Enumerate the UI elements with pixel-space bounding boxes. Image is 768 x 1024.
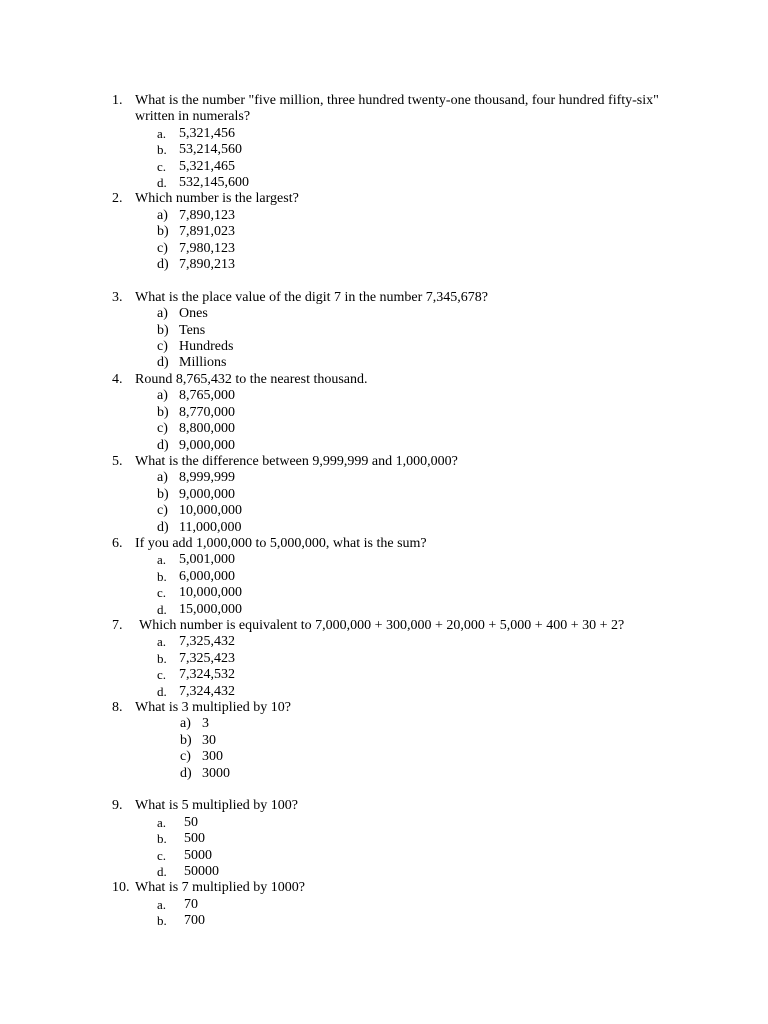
option-text: 9,000,000 <box>179 437 235 453</box>
question-9 <box>112 798 672 880</box>
answer-option <box>157 864 672 880</box>
answer-option <box>157 667 672 683</box>
option-letter: d. <box>157 864 167 880</box>
answer-options <box>112 306 672 372</box>
option-text: 7,890,123 <box>179 207 235 223</box>
question-3 <box>112 290 672 372</box>
answer-option <box>157 684 672 700</box>
option-letter: d) <box>157 355 169 371</box>
option-letter: c) <box>157 503 168 519</box>
answer-option <box>157 569 672 585</box>
question-text: What is the difference between 9,999,999 and 1,000,000? <box>135 453 458 469</box>
option-text: 5000 <box>184 847 212 863</box>
option-letter: c) <box>157 240 168 256</box>
answer-option <box>157 257 672 273</box>
answer-option <box>157 602 672 618</box>
option-text: 15,000,000 <box>179 601 242 617</box>
question-text: What is the place value of the digit 7 in the number 7,345,678? <box>135 289 489 305</box>
answer-option <box>157 355 672 371</box>
option-text: 7,325,432 <box>179 634 235 650</box>
question-text: What is 3 multiplied by 10? <box>135 700 291 716</box>
answer-option <box>180 716 672 732</box>
option-letter: c) <box>157 339 168 355</box>
option-letter: b. <box>157 568 167 584</box>
option-letter: c) <box>157 421 168 437</box>
answer-option <box>180 749 672 765</box>
answer-options <box>112 815 672 881</box>
option-text: 9,000,000 <box>179 486 235 502</box>
question-4 <box>112 372 672 454</box>
option-text: 5,321,465 <box>179 158 235 174</box>
question-8 <box>112 700 672 782</box>
question-number: 1. <box>112 93 123 108</box>
option-letter: d) <box>180 765 192 781</box>
answer-option <box>157 323 672 339</box>
answer-option <box>157 306 672 322</box>
option-letter: c. <box>157 667 167 683</box>
answer-option <box>157 520 672 536</box>
option-letter: d) <box>157 437 169 453</box>
option-text: 8,770,000 <box>179 404 235 420</box>
option-text: 3000 <box>202 765 230 781</box>
option-letter: a. <box>157 552 167 568</box>
question-5 <box>112 454 672 536</box>
question-1 <box>112 93 672 191</box>
option-text: 50 <box>184 814 198 830</box>
answer-option <box>157 421 672 437</box>
option-text: 53,214,560 <box>179 142 242 158</box>
option-text: 300 <box>202 749 223 765</box>
option-letter: b. <box>157 142 167 158</box>
option-letter: b) <box>157 322 169 338</box>
option-letter: a) <box>180 716 191 732</box>
question-2 <box>112 191 672 273</box>
answer-options <box>112 126 672 192</box>
question-number: 8. <box>112 700 123 716</box>
answer-options <box>112 716 672 782</box>
option-letter: a. <box>157 634 167 650</box>
answer-option <box>157 405 672 421</box>
option-text: 7,890,213 <box>179 257 235 273</box>
option-letter: a. <box>157 896 167 912</box>
option-text: 7,324,532 <box>179 667 235 683</box>
answer-option <box>157 159 672 175</box>
option-letter: b) <box>157 404 169 420</box>
blank-line <box>112 273 672 289</box>
option-letter: d. <box>157 601 167 617</box>
question-number: 10. <box>112 880 130 896</box>
option-text: 10,000,000 <box>179 503 242 519</box>
option-letter: d) <box>157 519 169 535</box>
answer-option <box>157 897 672 913</box>
answer-option <box>157 126 672 142</box>
option-letter: b. <box>157 913 167 929</box>
question-6 <box>112 536 672 618</box>
question-7 <box>112 618 672 700</box>
option-letter: c. <box>157 847 167 863</box>
question-10 <box>112 880 672 929</box>
answer-options <box>112 552 672 618</box>
answer-option <box>157 848 672 864</box>
option-text: Ones <box>179 306 208 322</box>
option-letter: c) <box>180 749 191 765</box>
option-letter: b) <box>157 486 169 502</box>
option-letter: d. <box>157 683 167 699</box>
question-number: 9. <box>112 798 123 814</box>
answer-option <box>157 175 672 191</box>
option-text: 8,765,000 <box>179 388 235 404</box>
answer-option <box>157 388 672 404</box>
question-number: 6. <box>112 535 123 551</box>
question-text: Which number is the largest? <box>135 191 299 207</box>
answer-option <box>157 142 672 158</box>
answer-option <box>157 224 672 240</box>
option-text: 11,000,000 <box>179 519 242 535</box>
option-text: 3 <box>202 716 209 732</box>
answer-option <box>157 815 672 831</box>
option-text: 532,145,600 <box>179 175 249 191</box>
answer-option <box>157 241 672 257</box>
option-text: 10,000,000 <box>179 585 242 601</box>
option-text: 8,800,000 <box>179 421 235 437</box>
answer-option <box>157 208 672 224</box>
answer-option <box>157 487 672 503</box>
answer-option <box>157 470 672 486</box>
answer-option <box>180 766 672 782</box>
question-text: If you add 1,000,000 to 5,000,000, what is the sum? <box>135 535 427 551</box>
option-letter: b) <box>157 224 169 240</box>
option-text: 6,000,000 <box>179 568 235 584</box>
blank-line <box>112 782 672 798</box>
option-text: 7,891,023 <box>179 224 235 240</box>
option-letter: a) <box>157 306 168 322</box>
answer-option <box>157 585 672 601</box>
option-text: Hundreds <box>179 339 234 355</box>
answer-option <box>157 831 672 847</box>
option-text: 7,324,432 <box>179 683 235 699</box>
question-text: What is 5 multiplied by 100? <box>135 798 298 814</box>
answer-option <box>157 634 672 650</box>
question-number: 3. <box>112 289 123 305</box>
answer-option <box>180 733 672 749</box>
option-text: 7,325,423 <box>179 650 235 666</box>
option-text: 50000 <box>184 864 219 880</box>
question-number: 4. <box>112 371 123 387</box>
answer-option <box>157 651 672 667</box>
option-letter: b. <box>157 650 167 666</box>
question-number: 2. <box>112 191 123 207</box>
option-text: 500 <box>184 831 205 847</box>
option-letter: c. <box>157 585 167 601</box>
answer-options <box>112 897 672 930</box>
option-text: 30 <box>202 732 216 748</box>
question-number: 7. <box>112 617 123 633</box>
question-list <box>112 93 672 930</box>
option-letter: b) <box>180 732 192 748</box>
answer-options <box>112 388 672 454</box>
option-text: 70 <box>184 896 198 912</box>
option-text: 5,001,000 <box>179 552 235 568</box>
answer-options <box>112 634 672 700</box>
option-text: 700 <box>184 913 205 929</box>
option-letter: d) <box>157 257 169 273</box>
option-letter: b. <box>157 831 167 847</box>
option-text: 7,980,123 <box>179 240 235 256</box>
option-letter: a. <box>157 814 167 830</box>
question-text: Round 8,765,432 to the nearest thousand. <box>135 371 368 387</box>
option-letter: d. <box>157 175 167 191</box>
answer-option <box>157 913 672 929</box>
answer-option <box>157 503 672 519</box>
option-letter: a) <box>157 207 168 223</box>
option-letter: c. <box>157 158 167 174</box>
answer-option <box>157 339 672 355</box>
answer-option <box>157 438 672 454</box>
option-letter: a) <box>157 388 168 404</box>
answer-option <box>157 552 672 568</box>
option-text: 5,321,456 <box>179 125 235 141</box>
option-text: Tens <box>179 322 206 338</box>
question-text: What is 7 multiplied by 1000? <box>135 880 305 896</box>
option-letter: a. <box>157 125 167 141</box>
answer-options <box>112 470 672 536</box>
option-text: 8,999,999 <box>179 470 235 486</box>
question-text: Which number is equivalent to 7,000,000 + 300,000 + 20,000 + 5,000 + 400 + 30 + 2? <box>139 617 625 633</box>
question-text: What is the number "five million, three hundred twenty-one thousand, four hundred fifty-six" written in numerals? <box>135 93 659 125</box>
question-number: 5. <box>112 453 123 469</box>
option-text: Millions <box>179 355 227 371</box>
option-letter: a) <box>157 470 168 486</box>
answer-options <box>112 208 672 274</box>
